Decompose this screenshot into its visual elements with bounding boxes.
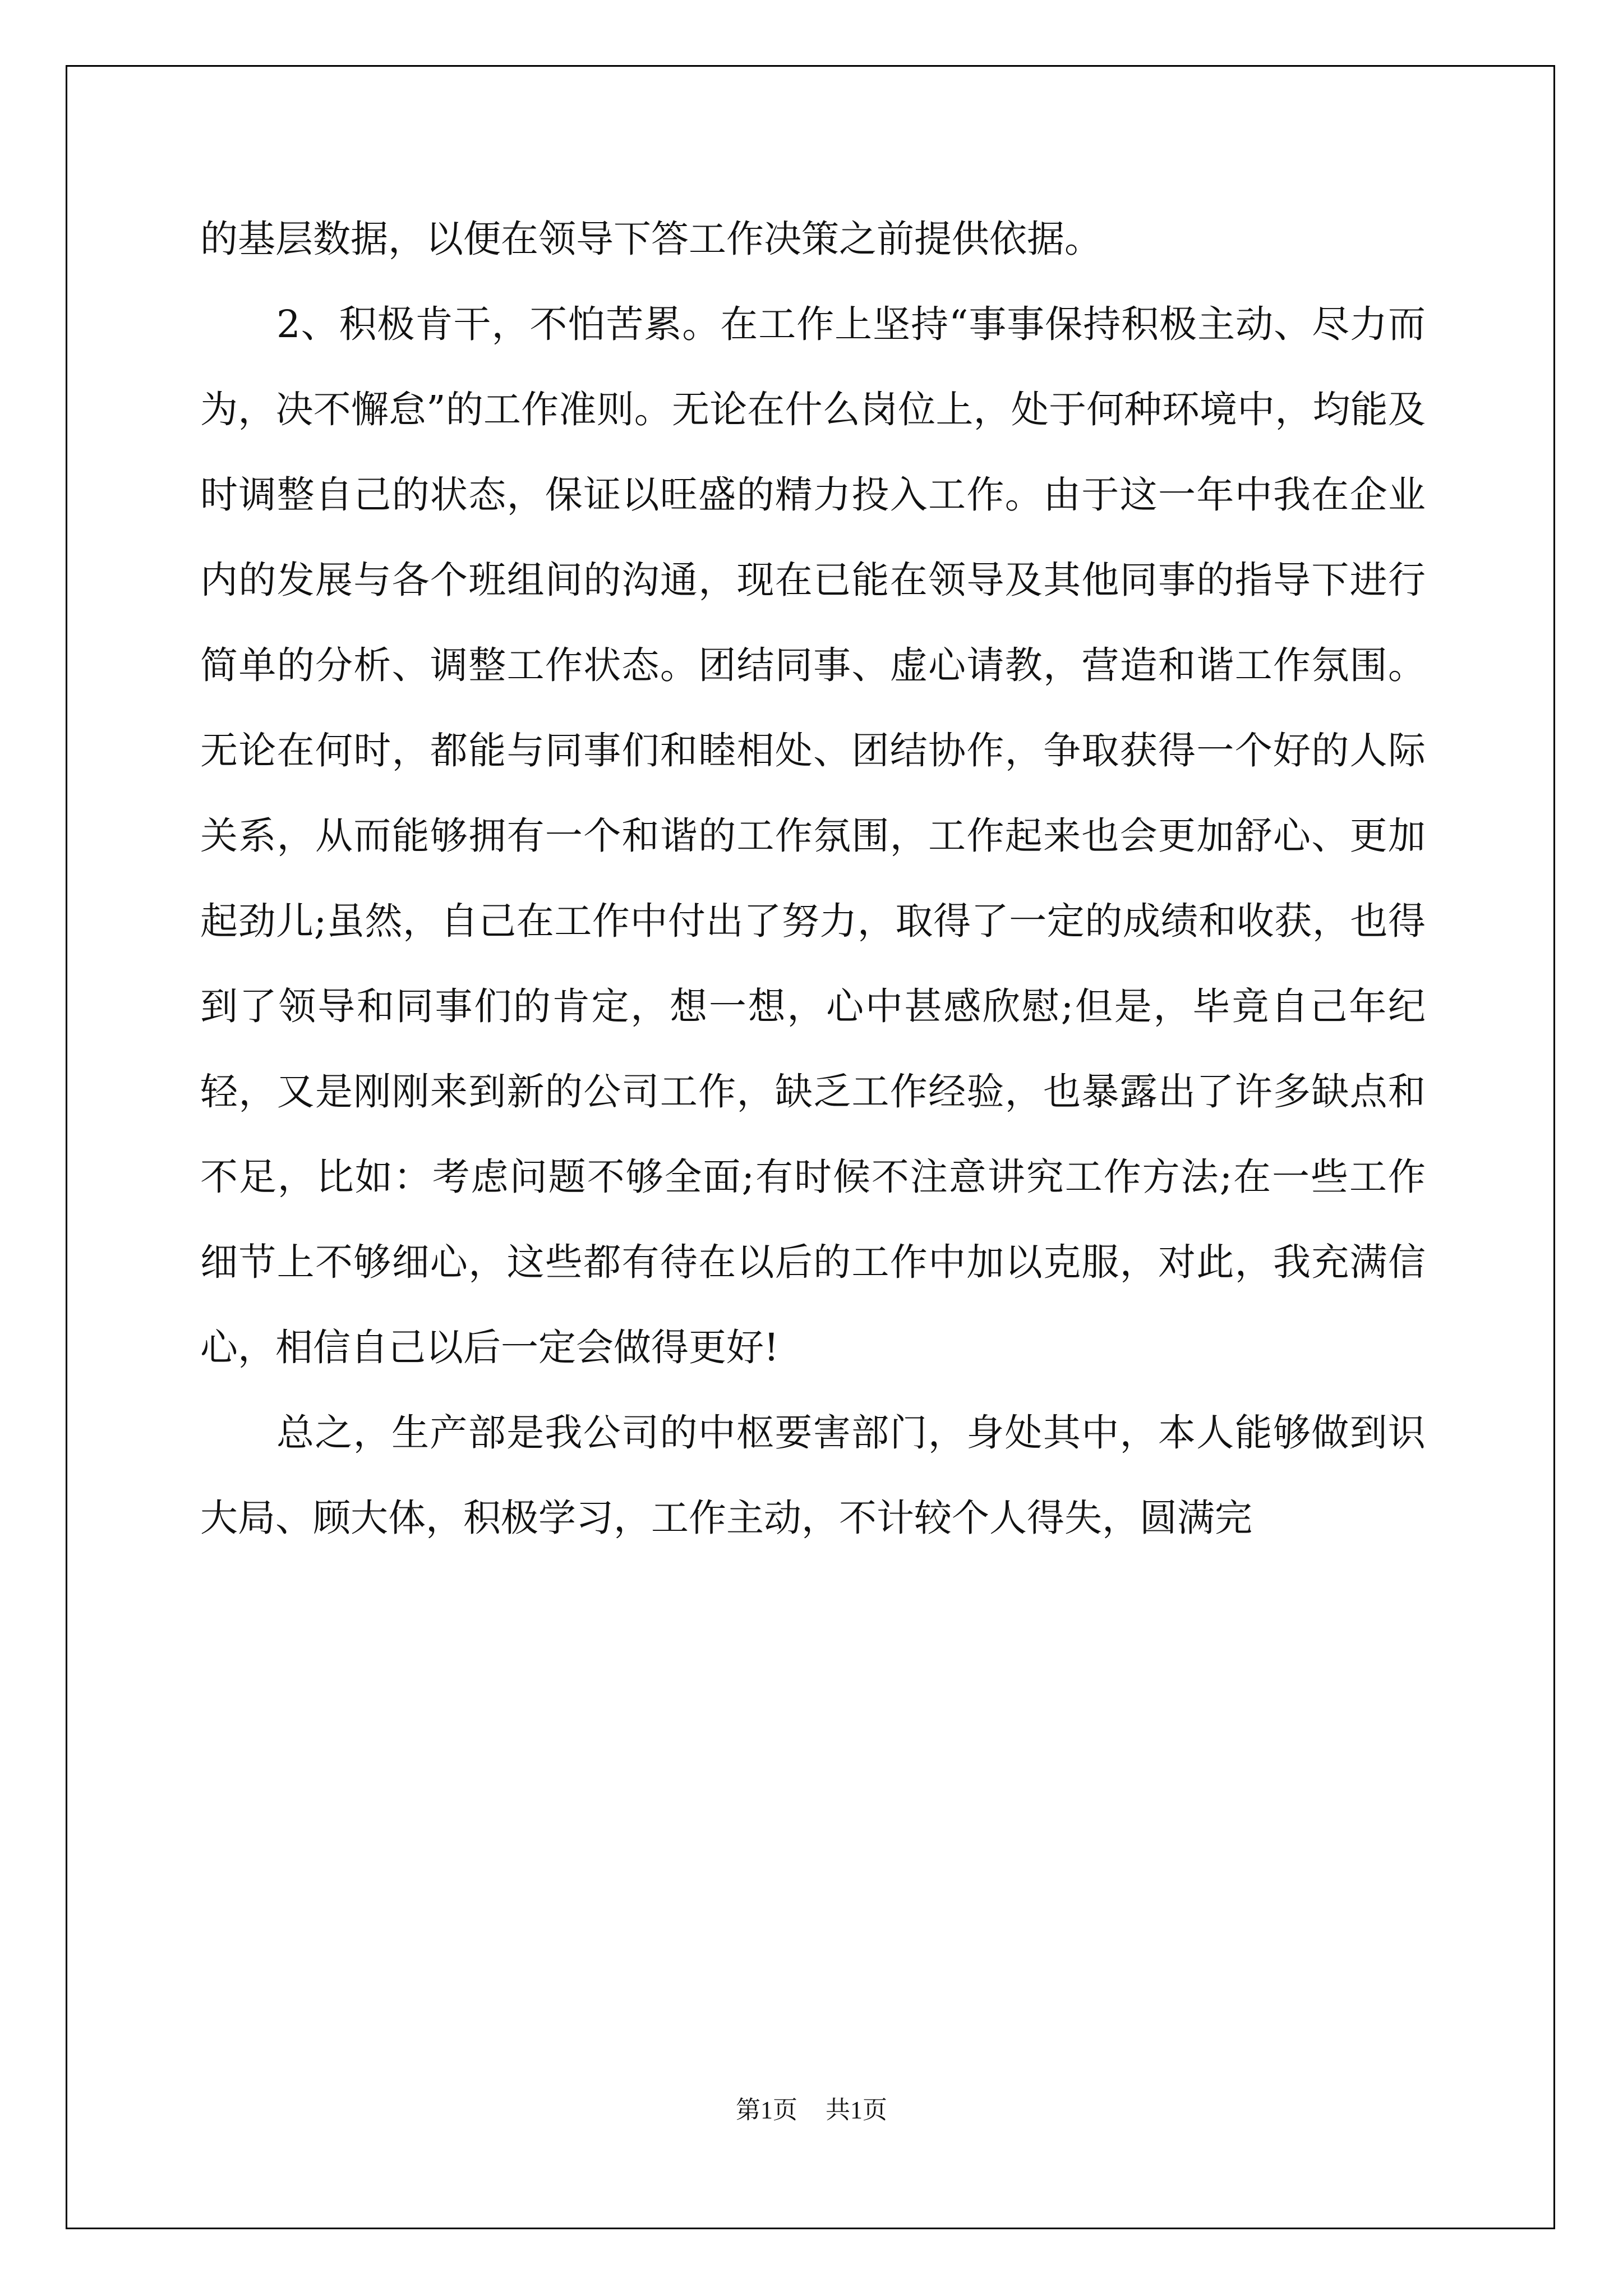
paragraph-item-2: 2、积极肯干，不怕苦累。在工作上坚持“事事保持积极主动、尽力而为，决不懈怠”的工作准则。无论在什么岗位上，处于何种环境中，均能及时调整自己的状态，保证以旺盛的精力投入工作。由于这一年中我在企业内的发展与各个班组间的沟通，现在已能在领导及其他同事的指导下进行简单的分析、调整工作状态。团结同事、虚心请教，营造和谐工作氛围。无论在何时，都能与同事们和睦相处、团结协作，争取获得一个好的人际关系，从而能够拥有一个和谐的工作氛围，工作起来也会更加舒心、更加起劲儿;虽然，自己在工作中付出了努力，取得了一定的成绩和收获，也得到了领导和同事们的肯定，想一想，心中甚感欣慰;但是，毕竟自己年纪轻，又是刚刚来到新的公司工作，缺乏工作经验，也暴露出了许多缺点和不足，比如：考虑问题不够全面;有时候不注意讲究工作方法;在一些工作细节上不够细心，这些都有待在以后的工作中加以克服，对此，我充满信心，相信自己以后一定会做得更好! — [200, 302, 1426, 1369]
paragraph-summary: 总之，生产部是我公司的中枢要害部门，身处其中，本人能够做到识大局、顾大体，积极学习，工作主动，不计较个人得失，圆满完 — [200, 1411, 1426, 1540]
document-body — [200, 196, 1426, 1561]
page-footer — [0, 2090, 1623, 2125]
page-total: 共1页 — [826, 2096, 887, 2124]
paragraph-continuation: 的基层数据，以便在领导下答工作决策之前提供依据。 — [200, 217, 1102, 261]
page-number: 第1页 — [736, 2096, 797, 2124]
